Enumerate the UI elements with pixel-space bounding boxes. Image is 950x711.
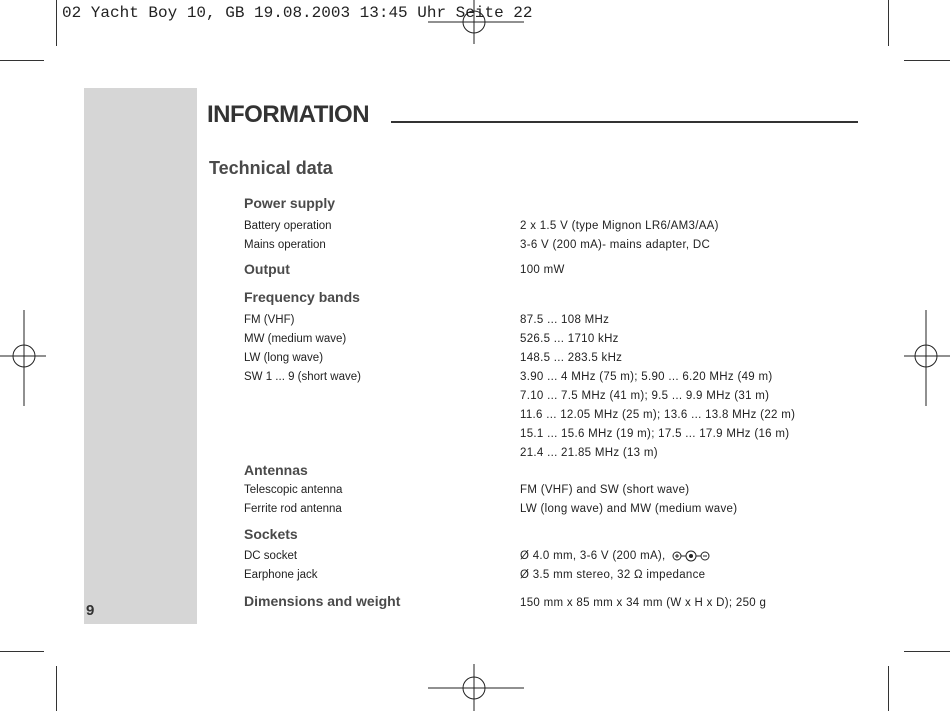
spec-value: FM (VHF) and SW (short wave) [520, 484, 690, 496]
section-heading-output: Output [244, 261, 290, 277]
spec-label: Telescopic antenna [244, 484, 343, 496]
crop-mark [904, 60, 950, 61]
spec-value: Ø 3.5 mm stereo, 32 Ω impedance [520, 569, 706, 581]
page-number: 9 [86, 602, 95, 619]
crop-mark [888, 0, 889, 46]
dc-polarity-icon [672, 550, 710, 562]
registration-mark-icon [904, 310, 950, 406]
spec-value: 7.10 ... 7.5 MHz (41 m); 9.5 ... 9.9 MHz (31 m) [520, 390, 770, 402]
spec-value: 3.90 ... 4 MHz (75 m); 5.90 ... 6.20 MHz (49 m) [520, 371, 773, 383]
registration-mark-icon [0, 310, 46, 406]
crop-mark [56, 0, 57, 46]
spec-value: 150 mm x 85 mm x 34 mm (W x H x D); 250 g [520, 597, 767, 609]
spec-label: SW 1 ... 9 (short wave) [244, 371, 361, 383]
spec-value: 21.4 ... 21.85 MHz (13 m) [520, 447, 658, 459]
spec-label: DC socket [244, 550, 298, 562]
spec-label: Battery operation [244, 220, 332, 232]
title-rule [391, 121, 858, 123]
spec-label: Earphone jack [244, 569, 318, 581]
section-heading-sockets: Sockets [244, 526, 298, 542]
spec-value: 2 x 1.5 V (type Mignon LR6/AM3/AA) [520, 220, 719, 232]
section-heading-frequency: Frequency bands [244, 289, 360, 305]
spec-value: LW (long wave) and MW (medium wave) [520, 503, 738, 515]
page-title: INFORMATION [207, 101, 370, 128]
section-subtitle: Technical data [209, 158, 333, 178]
section-heading-dimensions: Dimensions and weight [244, 593, 401, 609]
spec-label: LW (long wave) [244, 352, 324, 364]
page-sidebar [84, 88, 197, 624]
registration-mark-icon [428, 664, 524, 711]
spec-value: 526.5 ... 1710 kHz [520, 333, 619, 345]
spec-value: Ø 4.0 mm, 3-6 V (200 mA), [520, 550, 666, 562]
spec-value: 87.5 ... 108 MHz [520, 314, 610, 326]
spec-value: 3-6 V (200 mA)- mains adapter, DC [520, 239, 711, 251]
section-heading-antennas: Antennas [244, 462, 308, 478]
crop-mark [0, 651, 44, 652]
crop-mark [56, 666, 57, 711]
crop-mark [904, 651, 950, 652]
crop-mark [0, 60, 44, 61]
spec-label: Ferrite rod antenna [244, 503, 342, 515]
spec-value: 100 mW [520, 264, 565, 276]
print-header: 02 Yacht Boy 10, GB 19.08.2003 13:45 Uhr Seite 22 [62, 4, 533, 22]
spec-value: 11.6 ... 12.05 MHz (25 m); 13.6 ... 13.8 MHz (22 m) [520, 409, 796, 421]
spec-value: 15.1 ... 15.6 MHz (19 m); 17.5 ... 17.9 MHz (16 m) [520, 428, 790, 440]
section-heading-power: Power supply [244, 195, 336, 211]
spec-label: Mains operation [244, 239, 326, 251]
spec-label: MW (medium wave) [244, 333, 347, 345]
spec-value: 148.5 ... 283.5 kHz [520, 352, 623, 364]
spec-label: FM (VHF) [244, 314, 295, 326]
crop-mark [888, 666, 889, 711]
